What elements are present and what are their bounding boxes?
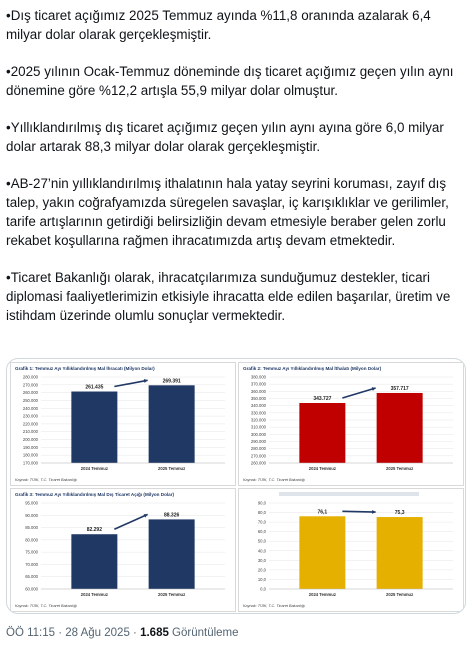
- y-tick-label: 240.000: [22, 405, 38, 411]
- y-tick-label: 30,0: [257, 557, 266, 563]
- data-label: 269.391: [162, 378, 181, 385]
- chart-title-placeholder: [279, 492, 419, 496]
- tweet-paragraph: •2025 yılının Ocak-Temmuz döneminde dış ticaret açığımız geçen yılın aynı dönemine göre %12,2 artışla 55,9 milyar dolar olmuştur.: [6, 64, 454, 98]
- x-tick-label: 2025 Temmuz: [386, 592, 414, 597]
- data-label: 76,1: [317, 509, 328, 516]
- chart-title: Grafik 3: Temmuz Ayı Yıllıklandırılmış Mal Dış Ticaret Açığı (Milyon Dolar): [15, 492, 175, 497]
- chart-panel-trade-deficit[interactable]: [10, 488, 236, 612]
- tweet-time[interactable]: ÖÖ 11:15: [6, 627, 56, 639]
- trend-arrow-head: [372, 510, 376, 514]
- chart-svg: [239, 363, 463, 485]
- y-tick-label: 60.000: [25, 586, 38, 592]
- tweet-media-grid[interactable]: [6, 358, 466, 614]
- y-tick-label: 300.000: [250, 431, 266, 437]
- chart-svg: [11, 363, 235, 485]
- y-tick-label: 260.000: [22, 390, 38, 396]
- y-tick-label: 20,0: [257, 567, 266, 573]
- y-tick-label: 320.000: [250, 417, 266, 423]
- y-tick-label: 50,0: [257, 538, 266, 544]
- chart-source: Kaynak: TÜİK, T.C. Ticaret Bakanlığı: [243, 604, 305, 608]
- y-tick-label: 290.000: [250, 439, 266, 444]
- data-label: 88.326: [163, 512, 180, 519]
- chart-title: Grafik 1: Temmuz Ayı Yıllıklandırılmış Mal İhracatı (Milyon Dolar): [15, 366, 155, 371]
- y-tick-label: 330.000: [250, 410, 266, 416]
- view-label: Görüntüleme: [168, 627, 239, 639]
- y-tick-label: 60,0: [257, 529, 266, 535]
- y-tick-label: 65.000: [25, 574, 38, 580]
- y-tick-label: 80,0: [257, 510, 266, 516]
- y-tick-label: 70,0: [257, 519, 266, 525]
- data-label: 357.717: [390, 385, 409, 392]
- bar: [377, 517, 423, 589]
- bar: [377, 393, 423, 463]
- trend-arrow: [342, 511, 375, 512]
- bar: [71, 392, 117, 463]
- x-tick-label: 2024 Temmuz: [80, 466, 108, 471]
- tweet-text: [6, 6, 464, 343]
- bar: [149, 385, 195, 463]
- tweet-paragraph: •Ticaret Bakanlığı olarak, ihracatçılarımıza sunduğumuz destekler, ticari diplomasi faaliyetlerimizin etkisiyle ihracatta elde edilen başarılar, üretim ve istihdam üzerinde olumlu sonuçlar vermektedir.: [6, 270, 451, 323]
- y-tick-label: 270.000: [22, 382, 38, 388]
- y-tick-label: 180.000: [22, 452, 38, 458]
- x-tick-label: 2025 Temmuz: [386, 466, 414, 471]
- view-count: 1.685: [140, 627, 169, 639]
- x-tick-label: 2024 Temmuz: [80, 592, 108, 597]
- x-tick-label: 2024 Temmuz: [308, 592, 336, 597]
- chart-panel-coverage-ratio[interactable]: [238, 488, 464, 612]
- y-tick-label: 280.000: [250, 446, 266, 452]
- tweet-meta: [6, 627, 239, 639]
- separator: ·: [55, 627, 66, 639]
- y-tick-label: 210.000: [22, 429, 38, 435]
- tweet-paragraph: •Dış ticaret açığımız 2025 Temmuz ayında %11,8 oranında azalarak 6,4 milyar dolar olarak gerçekleşmiştir.: [6, 8, 431, 42]
- chart-svg: [239, 489, 463, 611]
- bar: [299, 403, 345, 463]
- tweet-paragraph: •Yıllıklandırılmış dış ticaret açığımız geçen yılın aynı ayına göre 6,0 milyar dolar artarak 88,3 milyar dolar olarak gerçekleşmiştir.: [6, 120, 444, 154]
- trend-arrow: [114, 380, 147, 386]
- y-tick-label: 260.000: [250, 460, 266, 466]
- y-tick-label: 360.000: [250, 388, 266, 394]
- y-tick-label: 90.000: [25, 512, 38, 518]
- y-tick-label: 85.000: [25, 525, 38, 531]
- y-tick-label: 200.000: [22, 437, 38, 443]
- data-label: 75,3: [394, 510, 405, 517]
- y-tick-label: 75.000: [25, 549, 38, 555]
- y-tick-label: 340.000: [250, 403, 266, 409]
- y-tick-label: 280.000: [22, 374, 38, 380]
- y-tick-label: 0,0: [260, 586, 266, 592]
- y-tick-label: 230.000: [22, 413, 38, 419]
- chart-source: Kaynak: TÜİK, T.C. Ticaret Bakanlığı: [15, 478, 77, 482]
- y-tick-label: 90,0: [257, 500, 266, 506]
- trend-arrow: [114, 514, 147, 529]
- data-label: 261.435: [85, 384, 104, 391]
- y-tick-label: 95.000: [25, 500, 38, 506]
- x-tick-label: 2024 Temmuz: [308, 466, 336, 471]
- y-tick-label: 250.000: [22, 397, 38, 403]
- x-tick-label: 2025 Temmuz: [158, 592, 186, 597]
- y-tick-label: 70.000: [25, 561, 38, 567]
- x-tick-label: 2025 Temmuz: [158, 466, 186, 471]
- chart-source: Kaynak: TÜİK, T.C. Ticaret Bakanlığı: [243, 478, 305, 482]
- bar: [149, 519, 195, 589]
- chart-panel-imports[interactable]: [238, 362, 464, 486]
- chart-svg: [11, 489, 235, 611]
- y-tick-label: 40,0: [257, 548, 266, 554]
- y-tick-label: 370.000: [250, 381, 266, 387]
- y-tick-label: 80.000: [25, 537, 38, 543]
- y-tick-label: 190.000: [22, 444, 38, 450]
- tweet-paragraph: •AB-27’nin yıllıklandırılmış ithalatının hala yatay seyrini koruması, zayıf dış talep, yakın coğrafyamızda süregelen savaşlar, iç karışıklıklar ve gerilimler, tarife artışlarının getirdiği belirsizliğin devam etmesiyle beraber gelen zorlu rekabet koşullarına rağmen ihracatımızda artış devam etmektedir.: [6, 176, 449, 248]
- y-tick-label: 310.000: [250, 424, 266, 430]
- chart-panel-exports[interactable]: [10, 362, 236, 486]
- trend-arrow: [342, 388, 375, 398]
- y-tick-label: 350.000: [250, 396, 266, 401]
- bar: [71, 534, 117, 589]
- tweet-date[interactable]: 28 Ağu 2025: [65, 627, 130, 639]
- y-tick-label: 220.000: [22, 421, 38, 427]
- chart-source: Kaynak: TÜİK, T.C. Ticaret Bakanlığı: [15, 604, 77, 608]
- data-label: 343.727: [313, 395, 332, 402]
- data-label: 82.292: [86, 527, 103, 534]
- y-tick-label: 270.000: [250, 453, 266, 459]
- y-tick-label: 170.000: [22, 460, 38, 466]
- bar: [299, 516, 345, 589]
- separator: ·: [129, 627, 141, 639]
- y-tick-label: 380.000: [250, 374, 266, 380]
- chart-title: Grafik 2: Temmuz Ayı Yıllıklandırılmış Mal İthalatı (Milyon Dolar): [243, 366, 382, 371]
- y-tick-label: 10,0: [257, 576, 266, 582]
